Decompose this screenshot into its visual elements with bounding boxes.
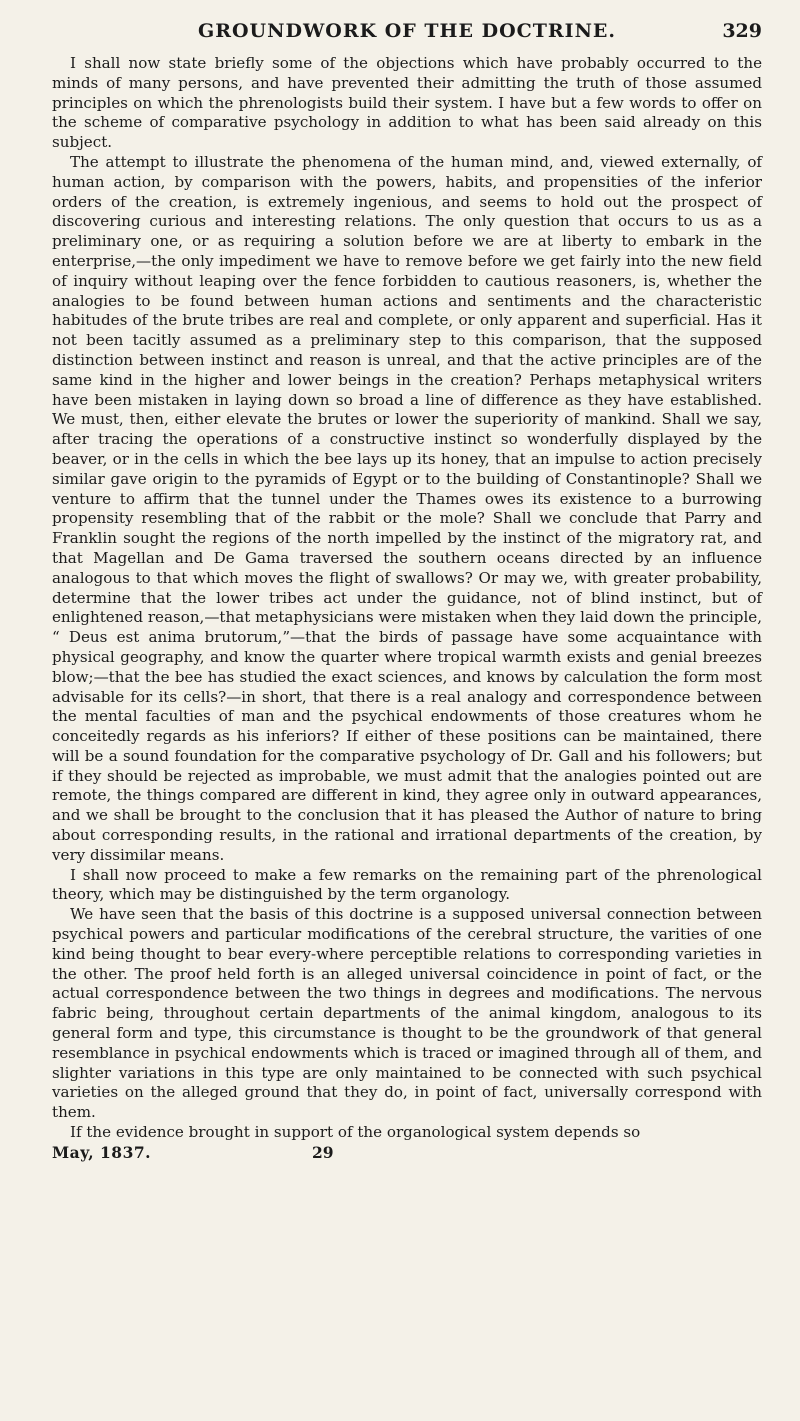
paragraph: The attempt to illustrate the phenomena of the human mind, and, viewed externally, of human action, by comparison with the powers, habits, and propensities of the inferior orders of the creation, is extremely ingenious, and seems to hold out the prospect of discovering curious and interesting relations. The only question that occurs to us as a preliminary one, or as requiring a solution before we are at liberty to embark in the enterprise,—the only impediment we have to remove before we get fairly into the new field of inquiry without leaping over the fence forbidden to cautious reasoners, is, whether the analogies to be found between human actions and sentiments and the characteristic habitudes of the brute tribes are real and complete, or only apparent and superficial. Has it not been tacitly assumed as a preliminary step to this comparison, that the supposed distinction between instinct and reason is unreal, and that the active principles are of the same kind in the higher and lower beings in the creation? Perhaps metaphysical writers have been mistaken in laying down so broad a line of difference as they have established. We must, then, either elevate the brutes or lower the superiority of mankind. Shall we say, after tracing the operations of a constructive instinct so wonderfully displayed by the beaver, or in the cells in which the bee lays up its honey, that an impulse to action precisely similar gave origin to the pyramids of Egypt or to the building of Constantinople? Shall we venture to affirm that the tunnel under the Thames owes its existence to a burrowing propensity resembling that of the rabbit or the mole? Shall we conclude that Parry and Franklin sought the regions of the north impelled by the instinct of the migratory rat, and that Magellan and De Gama traversed the southern oceans directed by an influence analogous to that which moves the flight of swallows? Or may we, with greater probability, determine that the lower tribes act under the guidance, not of blind instinct, but of enlightened reason,—that metaphysicians were mistaken when they laid down the principle, “ Deus est anima brutorum,”—that the birds of passage have some acquaintance with physical geography, and know the quarter where tropical warmth exists and genial breezes blow;—that the bee has studied the exact sciences, and knows by calculation the form most advisable for its cells?—in short, that there is a real analogy and correspondence between the mental faculties of man and the psychical endowments of those creatures whom he conceitedly regards as his inferiors? If either of these positions can be maintained, there will be a sound foundation for the comparative psychology of Dr. Gall and his followers; but if they should be rejected as improbable, we must admit that the analogies pointed out are remote, the things compared are different in kind, they agree only in outward appearances, and we shall be brought to the conclusion that it has pleased the Author of nature to bring about corresponding results, in the rational and irrational departments of the creation, by very dissimilar means. [52, 152, 762, 864]
signature-number: 29 [312, 1142, 334, 1162]
paragraph: I shall now proceed to make a few remarks on the remaining part of the phrenological theory, which may be distinguished by the term organology. [52, 865, 762, 904]
issue-date: May, 1837. [52, 1142, 152, 1162]
page-header [52, 14, 762, 54]
paragraph: If the evidence brought in support of the organological system depends so [70, 1123, 641, 1142]
page-footer [52, 1143, 762, 1165]
paragraph: I shall now state briefly some of the objections which have probably occurred to the minds of many persons, and have prevented their admitting the truth of those assumed principles on which the phrenologists build their system. I have but a few words to offer on the scheme of comparative psychology in addition to what has been said already on this subject. [52, 54, 762, 152]
body-text [52, 54, 762, 1143]
page-number: 329 [722, 20, 762, 42]
running-head: GROUNDWORK OF THE DOCTRINE. [197, 20, 617, 42]
paragraph: We have seen that the basis of this doctrine is a supposed universal connection between psychical powers and particular modifications of the cerebral structure, the varities of one kind being thought to bear every-where perceptible relations to corresponding varieties in the other. The proof held forth is an alleged universal coincidence in point of fact, or the actual correspondence between the two things in degrees and modifications. The nervous fabric being, throughout certain departments of the animal kingdom, analogous to its general form and type, this circumstance is thought to be the groundwork of that general resemblance in psychical endowments which is traced or imagined through all of them, and slighter variations in this type are only maintained to be connected with such psychical varieties on the alleged ground that they do, in point of fact, universally correspond with them. [52, 905, 762, 1122]
